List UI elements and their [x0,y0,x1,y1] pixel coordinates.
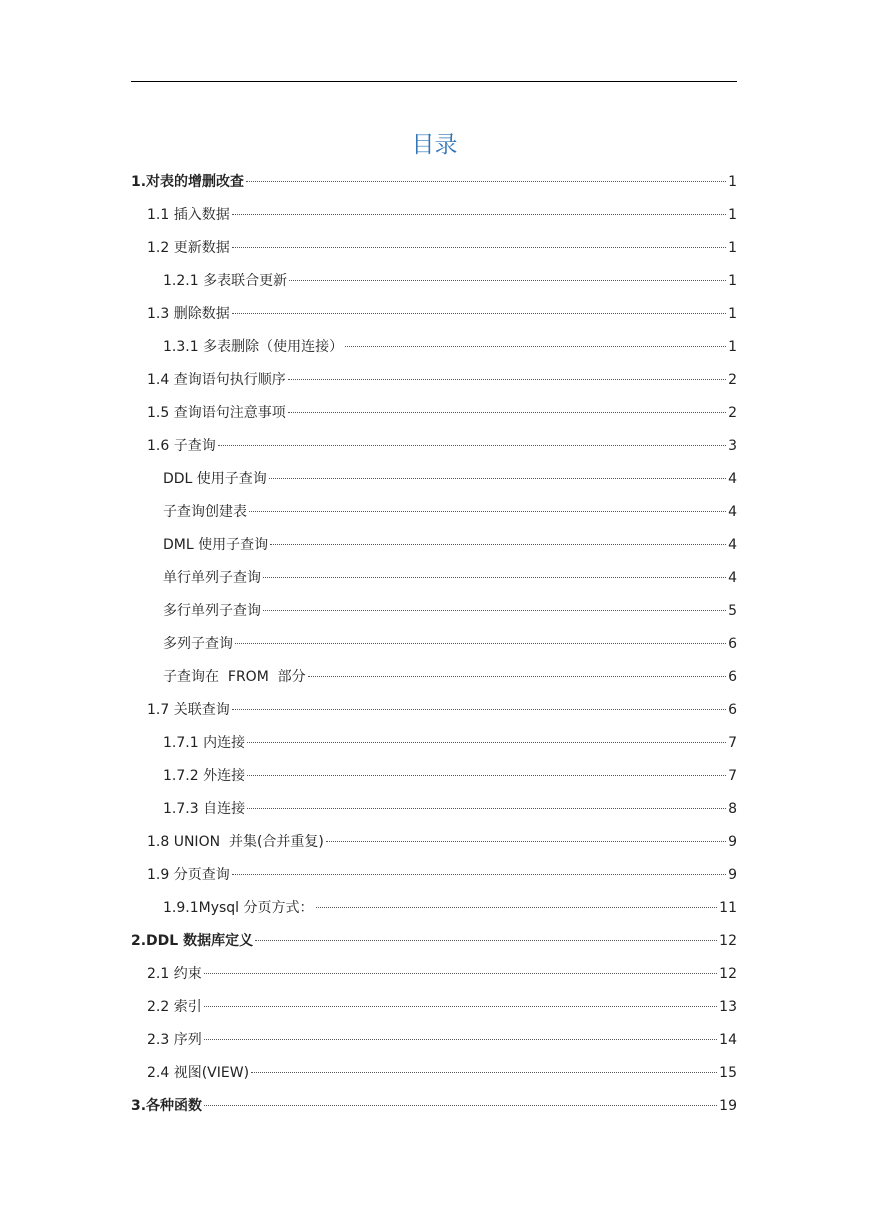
toc-entry[interactable] [131,727,737,760]
toc-entry-label: 1.7.2 外连接 [163,768,246,784]
toc-leader-dots [288,411,726,413]
toc-leader-dots [263,609,726,611]
table-of-contents [131,166,737,1123]
toc-page-number: 9 [728,834,737,850]
toc-page-number: 19 [719,1098,737,1114]
toc-entry[interactable] [131,958,737,991]
toc-leader-dots [247,807,726,809]
toc-entry[interactable] [131,562,737,595]
toc-entry-label: 多列子查询 [163,636,233,652]
toc-entry-label: 单行单列子查询 [163,570,261,586]
toc-entry[interactable] [131,859,737,892]
toc-page-number: 6 [728,669,737,685]
toc-entry[interactable] [131,364,737,397]
toc-page-number: 14 [719,1032,737,1048]
toc-entry-label: 2.3 序列 [147,1032,202,1048]
toc-leader-dots [326,840,726,842]
toc-entry[interactable] [131,595,737,628]
toc-leader-dots [204,1104,717,1106]
toc-page-number: 2 [728,405,737,421]
toc-entry[interactable] [131,1090,737,1123]
toc-entry[interactable] [131,397,737,430]
toc-entry-label: 2.4 视图(VIEW) [147,1065,250,1081]
toc-page-number: 1 [728,240,737,256]
toc-leader-dots [232,708,726,710]
toc-entry-label: 1.7 关联查询 [147,702,230,718]
toc-leader-dots [247,774,726,776]
toc-entry[interactable] [131,1024,737,1057]
toc-leader-dots [204,1005,717,1007]
toc-page-number: 15 [719,1065,737,1081]
toc-leader-dots [232,312,726,314]
toc-entry[interactable] [131,760,737,793]
toc-entry-label: 1.6 子查询 [147,438,216,454]
toc-leader-dots [316,906,718,908]
toc-leader-dots [232,873,726,875]
toc-entry[interactable] [131,430,737,463]
toc-entry-label: 2.1 约束 [147,966,202,982]
toc-entry-label: 子查询在 FROM 部分 [163,669,306,685]
toc-page-number: 1 [728,339,737,355]
toc-entry-label: 1.2 更新数据 [147,240,230,256]
toc-entry[interactable] [131,232,737,265]
toc-entry[interactable] [131,1057,737,1090]
toc-entry-label: 3.各种函数 [131,1098,203,1114]
toc-entry-label: 1.7.3 自连接 [163,801,246,817]
toc-entry-label: 1.9 分页查询 [147,867,230,883]
toc-leader-dots [251,1071,717,1073]
toc-leader-dots [246,180,726,182]
toc-page-number: 13 [719,999,737,1015]
toc-leader-dots [269,477,726,479]
toc-page-number: 9 [728,867,737,883]
toc-entry-label: 1.5 查询语句注意事项 [147,405,286,421]
toc-leader-dots [308,675,726,677]
toc-entry-label: 2.DDL 数据库定义 [131,933,254,949]
toc-leader-dots [345,345,726,347]
toc-entry[interactable] [131,199,737,232]
toc-page-number: 11 [719,900,737,916]
toc-entry[interactable] [131,892,737,925]
toc-entry[interactable] [131,331,737,364]
toc-page-number: 4 [728,504,737,520]
toc-entry[interactable] [131,661,737,694]
toc-leader-dots [263,576,726,578]
toc-leader-dots [235,642,726,644]
toc-page-number: 4 [728,537,737,553]
toc-entry[interactable] [131,628,737,661]
toc-entry[interactable] [131,298,737,331]
toc-leader-dots [255,939,717,941]
toc-entry[interactable] [131,166,737,199]
toc-page-number: 12 [719,966,737,982]
toc-entry-label: DML 使用子查询 [163,537,269,553]
toc-leader-dots [249,510,726,512]
toc-leader-dots [289,279,726,281]
toc-entry-label: 2.2 索引 [147,999,202,1015]
toc-entry[interactable] [131,826,737,859]
toc-entry[interactable] [131,793,737,826]
toc-entry-label: 1.4 查询语句执行顺序 [147,372,286,388]
toc-entry-label: 多行单列子查询 [163,603,261,619]
toc-entry[interactable] [131,529,737,562]
toc-entry-label: 1.2.1 多表联合更新 [163,273,288,289]
toc-entry[interactable] [131,694,737,727]
toc-entry-label: 子查询创建表 [163,504,247,520]
toc-entry[interactable] [131,991,737,1024]
toc-page-number: 2 [728,372,737,388]
toc-leader-dots [247,741,726,743]
toc-leader-dots [204,1038,717,1040]
toc-leader-dots [204,972,717,974]
toc-entry-label: 1.1 插入数据 [147,207,230,223]
toc-page-number: 4 [728,570,737,586]
toc-entry[interactable] [131,925,737,958]
toc-page-number: 4 [728,471,737,487]
toc-page-number: 1 [728,174,737,190]
toc-entry[interactable] [131,265,737,298]
toc-page-number: 5 [728,603,737,619]
toc-entry-label: 1.3.1 多表删除（使用连接） [163,339,344,355]
toc-leader-dots [232,213,726,215]
toc-page-number: 1 [728,273,737,289]
toc-entry[interactable] [131,496,737,529]
toc-entry-label: 1.8 UNION 并集(合并重复) [147,834,324,850]
toc-page-number: 1 [728,207,737,223]
header-rule [131,81,737,82]
toc-leader-dots [270,543,726,545]
toc-title: 目录 [411,132,458,158]
toc-page-number: 12 [719,933,737,949]
toc-page-number: 8 [728,801,737,817]
toc-entry-label: DDL 使用子查询 [163,471,267,487]
toc-leader-dots [288,378,726,380]
toc-leader-dots [218,444,726,446]
toc-page-number: 6 [728,636,737,652]
toc-page-number: 3 [728,438,737,454]
toc-entry-label: 1.3 删除数据 [147,306,230,322]
toc-entry-label: 1.7.1 内连接 [163,735,246,751]
toc-entry-label: 1.对表的增删改查 [131,174,245,190]
toc-page-number: 6 [728,702,737,718]
toc-page-number: 7 [728,768,737,784]
toc-page-number: 1 [728,306,737,322]
toc-leader-dots [232,246,726,248]
toc-entry[interactable] [131,463,737,496]
toc-page-number: 7 [728,735,737,751]
toc-entry-label: 1.9.1Mysql 分页方式： [163,900,314,916]
